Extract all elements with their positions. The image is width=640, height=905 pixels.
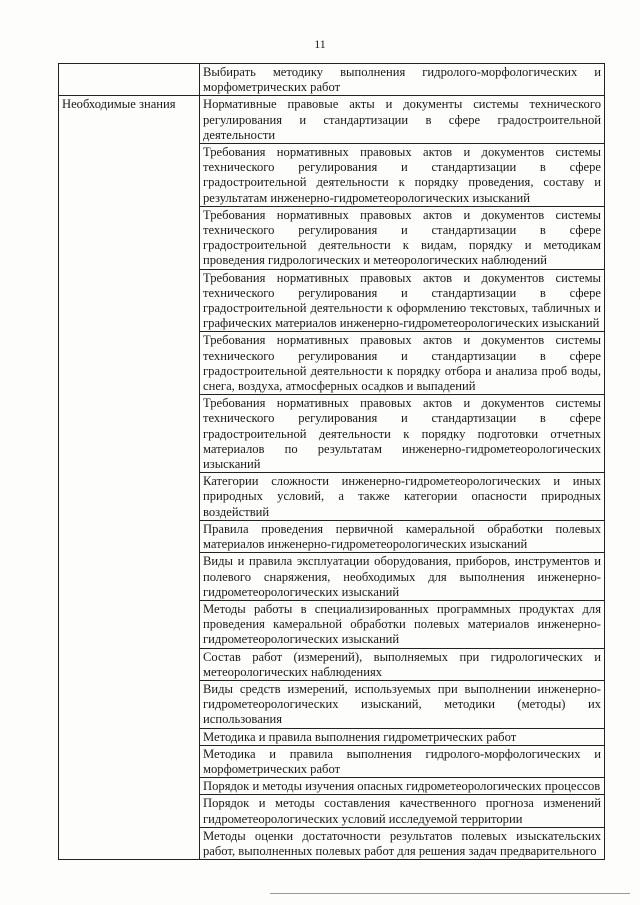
table-cell: Виды и правила эксплуатации оборудования, приборов, инструментов и полевого снаряжения, необходимых для выполнения инженерно-гидрометеорологических изысканий [200,553,605,601]
requirements-table [58,63,605,860]
table-cell: Требования нормативных правовых актов и документов системы технического регулирования и стандартизации в сфере градостроительной деятельности к порядку проведения, составу и результатам инженерно-гидрометеорологических изысканий [200,144,605,207]
table-cell: Методы работы в специализированных программных продуктах для проведения камеральной обработки полевых материалов инженерно-гидрометеорологических изысканий [200,600,605,648]
page-number: 11 [314,37,326,51]
table-cell: Требования нормативных правовых актов и документов системы технического регулирования и стандартизации в сфере градостроительной деятельности к видам, порядку и методикам проведения гидрологических и метеорологических наблюдений [200,206,605,269]
table-cell: Методика и правила выполнения гидролого-морфологических и морфометрических работ [200,745,605,777]
table-cell: Правила проведения первичной камеральной обработки полевых материалов инженерно-гидрометеорологических изысканий [200,520,605,552]
table-cell: Виды средств измерений, используемых при выполнении инженерно-гидрометеорологических изысканий, методики (методы) их использования [200,680,605,728]
table-cell: Методика и правила выполнения гидрометрических работ [200,728,605,745]
table-cell: Методы оценки достаточности результатов полевых изыскательских работ, выполненных полевых работ для решения задач предварительного [200,827,605,859]
table-row [59,96,605,144]
table-cell: Порядок и методы составления качественного прогноза изменений гидрометеорологических условий исследуемой территории [200,795,605,827]
table-cell: Категории сложности инженерно-гидрометеорологических и иных природных условий, а также категории опасности природных воздействий [200,473,605,521]
section-label: Необходимые знания [59,96,200,860]
table-cell: Нормативные правовые акты и документы системы технического регулирования и стандартизации в сфере градостроительной деятельности [200,96,605,144]
label-cell-empty [59,64,200,96]
table-cell: Выбирать методику выполнения гидролого-морфологических и морфометрических работ [200,64,605,96]
table-cell: Требования нормативных правовых актов и документов системы технического регулирования и стандартизации в сфере градостроительной деятельности к порядку подготовки отчетных материалов по результатам инженерно-гидрометеорологических изысканий [200,395,605,473]
table-cell: Требования нормативных правовых актов и документов системы технического регулирования и стандартизации в сфере градостроительной деятельности к оформлению текстовых, табличных и графических материалов инженерно-гидрометеорологических изысканий [200,269,605,332]
page-bottom-divider [270,893,630,894]
table-row [59,64,605,96]
table-cell: Состав работ (измерений), выполняемых при гидрологических и метеорологических наблюдениях [200,648,605,680]
table-cell: Порядок и методы изучения опасных гидрометеорологических процессов [200,778,605,795]
table-cell: Требования нормативных правовых актов и документов системы технического регулирования и стандартизации в сфере градостроительной деятельности к порядку отбора и анализа проб воды, снега, воздуха, атмосферных осадков и выпадений [200,332,605,395]
